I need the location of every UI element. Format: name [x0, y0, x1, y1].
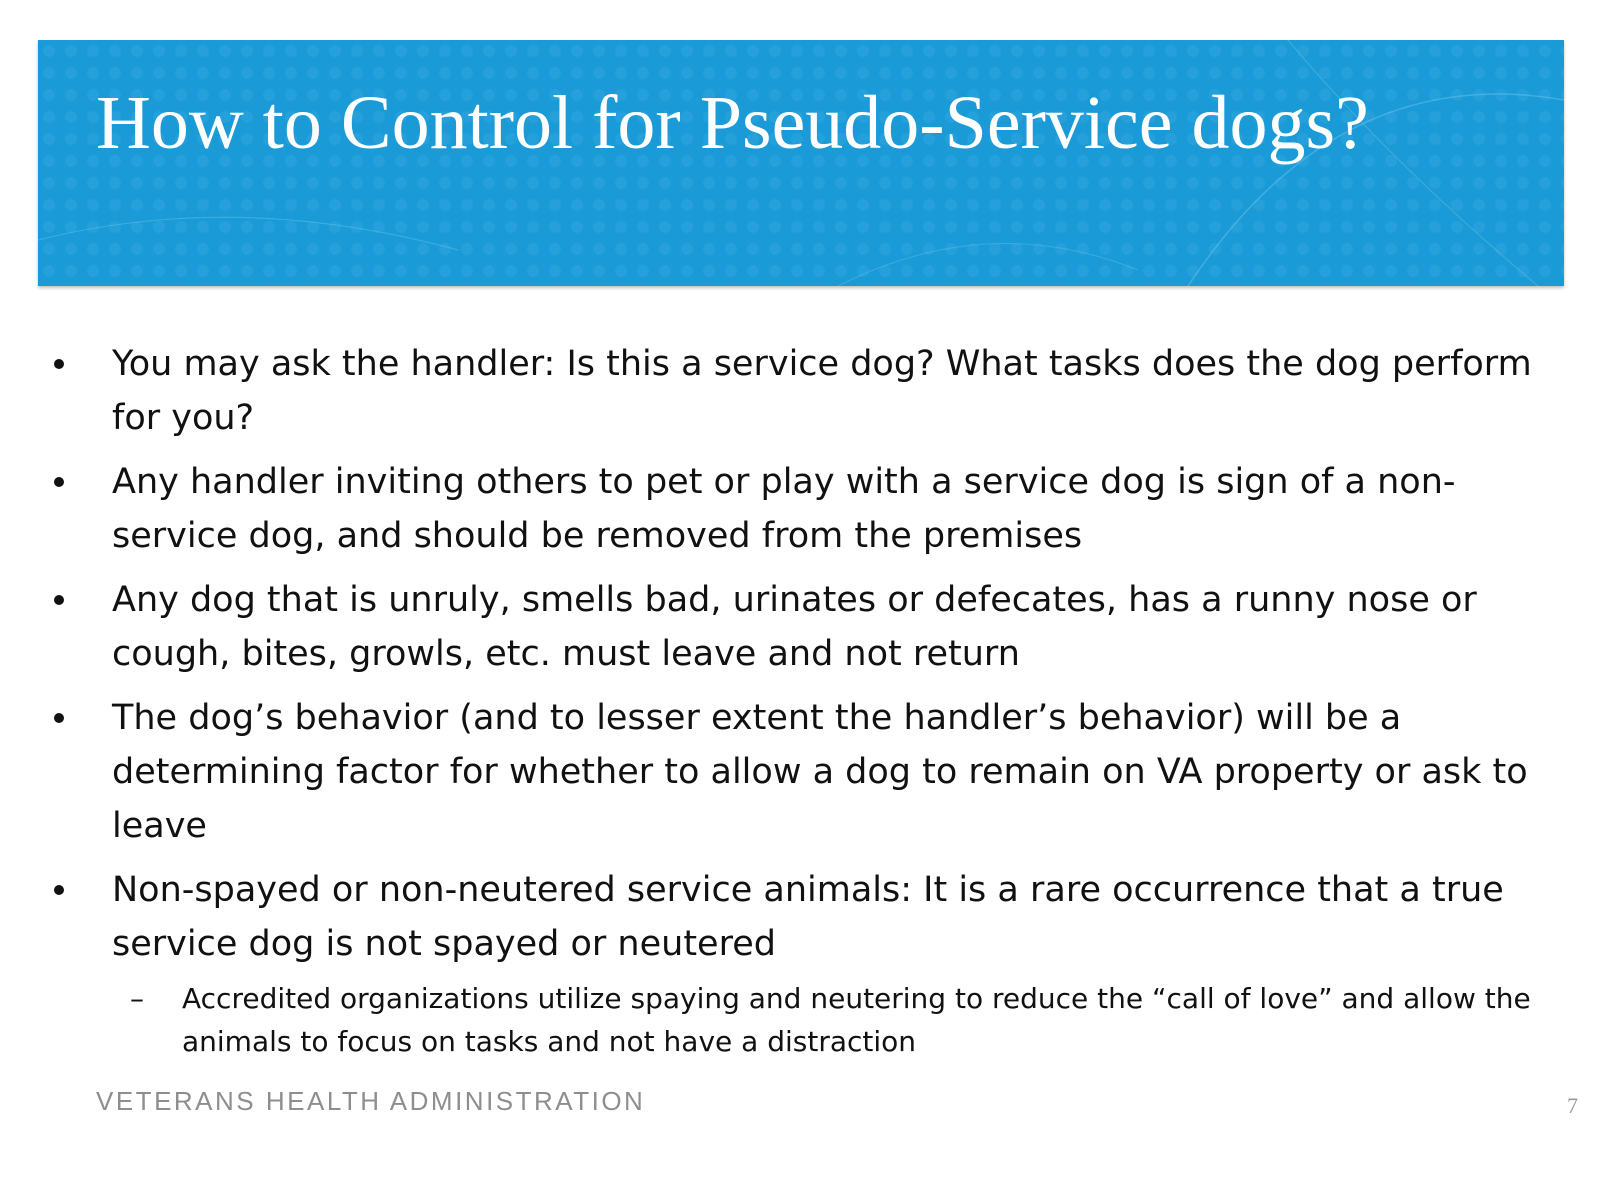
bullet-item [50, 863, 1550, 1063]
sub-bullet-text: Accredited organizations utilize spaying and neutering to reduce the “call of love” and allow the animals to focus on tasks and not have a distraction [182, 982, 1531, 1058]
bullet-text: The dog’s behavior (and to lesser extent the handler’s behavior) will be a determining factor for whether to allow a dog to remain on VA property or ask to leave [112, 698, 1528, 846]
bullet-item [50, 691, 1550, 853]
sub-bullet-list [112, 977, 1550, 1063]
footer-organization: VETERANS HEALTH ADMINISTRATION [96, 1086, 646, 1116]
bullet-item [50, 455, 1550, 563]
bullet-marker [54, 713, 64, 723]
sub-bullet-marker: – [130, 982, 144, 1015]
slide-title: How to Control for Pseudo-Service dogs? [96, 81, 1369, 165]
bullet-text: Non-spayed or non-neutered service animals: It is a rare occurrence that a true service dog is not spayed or neutered [112, 870, 1504, 964]
sub-bullet-item [112, 977, 1550, 1063]
bullet-text: Any dog that is unruly, smells bad, urinates or defecates, has a runny nose or cough, bites, growls, etc. must leave and not return [112, 580, 1477, 674]
bullet-text: Any handler inviting others to pet or play with a service dog is sign of a non-service dog, and should be removed from the premises [112, 462, 1456, 556]
bullet-marker [54, 595, 64, 605]
title-banner [38, 40, 1564, 286]
bullet-item [50, 337, 1550, 445]
bullet-item [50, 573, 1550, 681]
bullet-marker [54, 359, 64, 369]
bullet-marker [54, 885, 64, 895]
bullet-marker [54, 477, 64, 487]
bullet-list [50, 337, 1550, 1073]
bullet-text: You may ask the handler: Is this a service dog? What tasks does the dog perform for you? [112, 344, 1532, 438]
page-number: 7 [1567, 1093, 1578, 1118]
